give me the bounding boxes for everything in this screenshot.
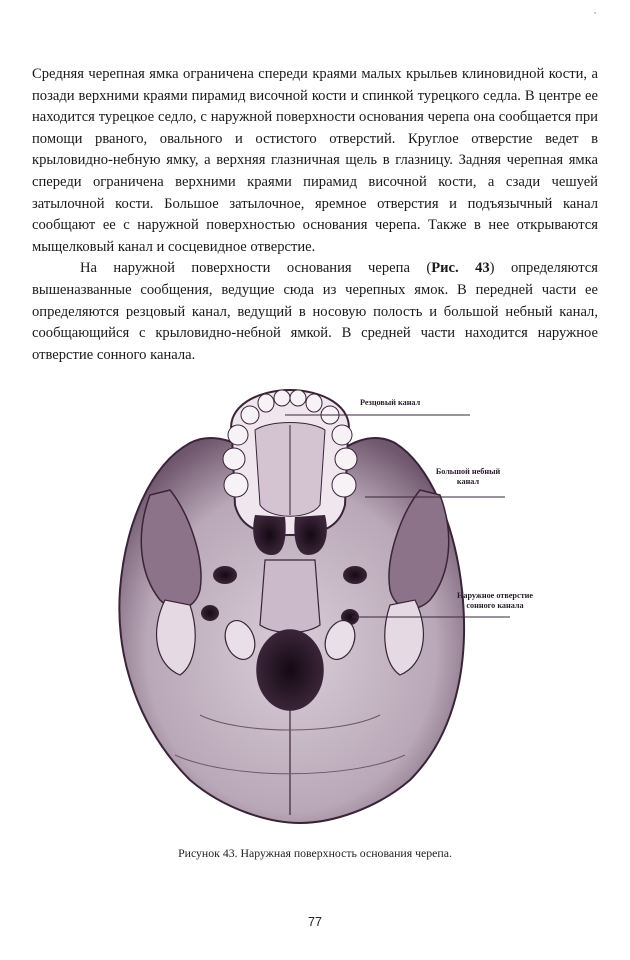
label-greater-palatine-line2: канал	[456, 477, 480, 486]
label-carotid-line1: Наружное отверстие	[457, 591, 533, 600]
figure-reference[interactable]: Рис. 43	[431, 260, 490, 277]
left-foramen-ovale	[213, 566, 237, 584]
scan-speck	[594, 12, 596, 14]
label-greater-palatine-line1: Большой небный	[435, 467, 501, 476]
page-number: 77	[308, 915, 322, 929]
basi-occiput	[260, 560, 320, 633]
figure-caption: Рисунок 43. Наружная поверхность основания черепа.	[178, 846, 452, 860]
label-incisive-canal: Резцовый канал	[360, 398, 421, 407]
paragraph-1: Средняя черепная ямка ограничена спереди краями малых крыльев клиновидной кости, а позади верхними краями пирамид височной кости и спинкой турецкого седла. В центре ее находится турецкое седло, с наружной поверхности основания черепа она сообщается при помощи рваного, овального и остистого отверстий. Круглое отверстие ведет в крыловидно-небную ямку, а верхняя глазничная щель в глазницу. Задняя черепная ямка спереди ограничена верхними краями пирамид височной кости, а сзади чешуей затылочной кости. Большое затылочное, яремное отверстия и подъязычный канал сообщают ее с наружной поверхностью основания черепа. Также в нее открываются мыщелковый канал и сосцевидное отверстие.	[32, 66, 598, 255]
figure-43	[0, 385, 630, 835]
foramen-magnum	[257, 630, 323, 710]
right-foramen-ovale	[343, 566, 367, 584]
body-text	[32, 64, 598, 366]
paragraph-2-end: ) определяются вышеназванные сообщения, ведущие сюда из черепных ямок. В передней части ее определяются резцовый канал, ведущий в носовую полость и большой небный канал, сообщающийся с крыловидно-небной ямкой. В средней части находится наружное отверстие сонного канала.	[32, 260, 598, 363]
paragraph-2	[32, 258, 598, 366]
label-carotid-line2: сонного канала	[466, 601, 524, 610]
left-carotid-canal	[201, 605, 219, 621]
paragraph-2-start: На наружной поверхности основания черепа (	[80, 260, 432, 277]
